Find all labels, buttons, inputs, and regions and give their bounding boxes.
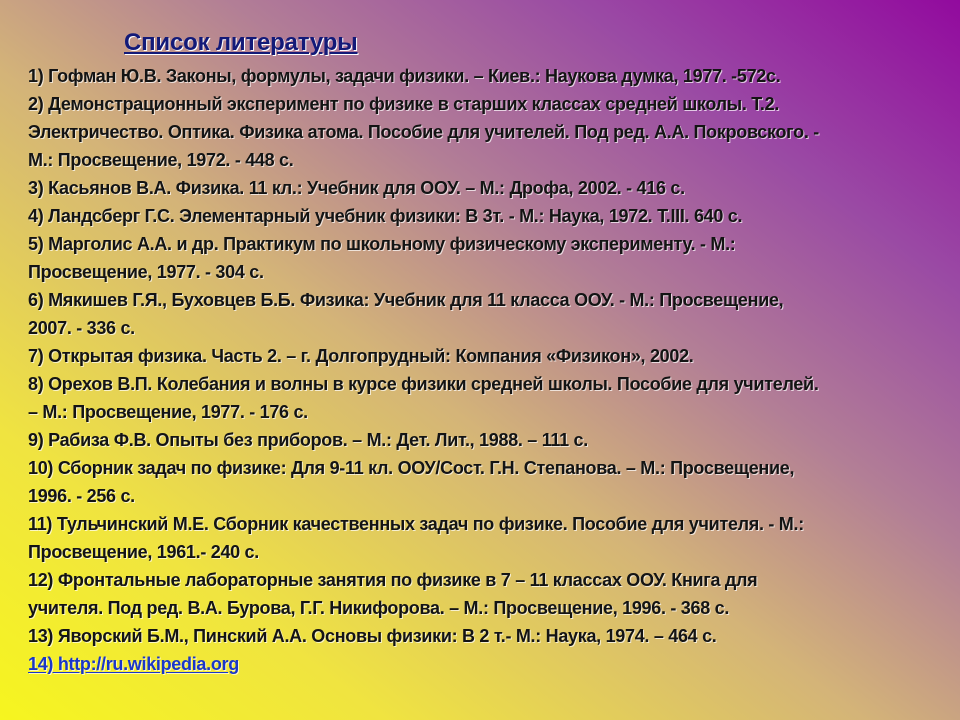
bibliography-entry xyxy=(28,622,948,650)
bibliography-entry xyxy=(28,230,948,286)
bibliography-list xyxy=(28,62,948,678)
entry-line: 1996. - 256 с. xyxy=(28,486,135,506)
entry-line: 2007. - 336 с. xyxy=(28,318,135,338)
entry-line: Просвещение, 1961.- 240 с. xyxy=(28,542,259,562)
bibliography-entry xyxy=(28,426,948,454)
entry-line: Электричество. Оптика. Физика атома. Пособие для учителей. Под ред. А.А. Покровского. - xyxy=(28,122,819,142)
bibliography-entry xyxy=(28,370,948,426)
entry-line: 2) Демонстрационный эксперимент по физике в старших классах средней школы. Т.2. xyxy=(28,94,780,114)
wikipedia-link[interactable]: 14) http://ru.wikipedia.org xyxy=(28,654,239,674)
entry-line: 11) Тульчинский М.Е. Сборник качественных задач по физике. Пособие для учителя. - М.: xyxy=(28,514,804,534)
bibliography-entry xyxy=(28,90,948,174)
entry-line: 9) Рабиза Ф.В. Опыты без приборов. – М.: Дет. Лит., 1988. – 111 с. xyxy=(28,430,588,450)
bibliography-entry xyxy=(28,566,948,622)
entry-line: 7) Открытая физика. Часть 2. – г. Долгопрудный: Компания «Физикон», 2002. xyxy=(28,346,694,366)
bibliography-entry xyxy=(28,174,948,202)
entry-line: 5) Марголис А.А. и др. Практикум по школьному физическому эксперименту. - М.: xyxy=(28,234,736,254)
entry-line: 13) Яворский Б.М., Пинский А.А. Основы физики: В 2 т.- М.: Наука, 1974. – 464 с. xyxy=(28,626,717,646)
bibliography-entry xyxy=(28,202,948,230)
entry-line: учителя. Под ред. В.А. Бурова, Г.Г. Никифорова. – М.: Просвещение, 1996. - 368 с. xyxy=(28,598,730,618)
entry-line: 3) Касьянов В.А. Физика. 11 кл.: Учебник для ООУ. – М.: Дрофа, 2002. - 416 с. xyxy=(28,178,685,198)
slide-title: Список литературы xyxy=(124,29,358,56)
bibliography-entry xyxy=(28,286,948,342)
entry-line: 12) Фронтальные лабораторные занятия по физике в 7 – 11 классах ООУ. Книга для xyxy=(28,570,758,590)
entry-line: – М.: Просвещение, 1977. - 176 с. xyxy=(28,402,308,422)
entry-line: М.: Просвещение, 1972. - 448 с. xyxy=(28,150,294,170)
entry-line: 10) Сборник задач по физике: Для 9-11 кл. ООУ/Сост. Г.Н. Степанова. – М.: Просвещение, xyxy=(28,458,795,478)
bibliography-entry xyxy=(28,454,948,510)
entry-line: Просвещение, 1977. - 304 с. xyxy=(28,262,264,282)
bibliography-entry xyxy=(28,342,948,370)
bibliography-entry xyxy=(28,510,948,566)
entry-line: 1) Гофман Ю.В. Законы, формулы, задачи физики. – Киев.: Наукова думка, 1977. -572с. xyxy=(28,66,781,86)
bibliography-entry xyxy=(28,62,948,90)
entry-line: 4) Ландсберг Г.С. Элементарный учебник физики: В 3т. - М.: Наука, 1972. Т.III. 640 с. xyxy=(28,206,743,226)
entry-line: 8) Орехов В.П. Колебания и волны в курсе физики средней школы. Пособие для учителей. xyxy=(28,374,819,394)
entry-line: 6) Мякишев Г.Я., Буховцев Б.Б. Физика: Учебник для 11 класса ООУ. - М.: Просвещение, xyxy=(28,290,784,310)
